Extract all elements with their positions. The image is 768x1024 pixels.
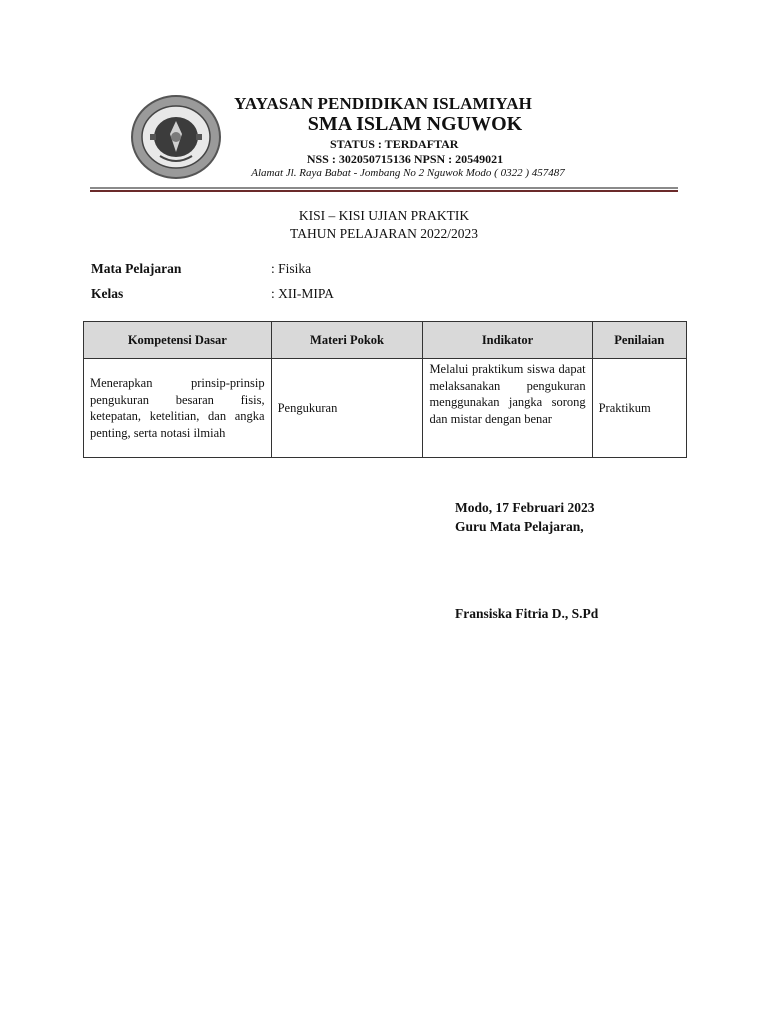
- class-label: Kelas: [91, 286, 124, 301]
- class-value: : XII-MIPA: [271, 286, 334, 301]
- header-divider-light: [90, 187, 678, 189]
- subject-value: : Fisika: [271, 261, 312, 276]
- cell-indikator: Melalui praktikum siswa dapat melaksanakan pengukuran menggunakan jangka sorong dan mistar dengan benar: [423, 359, 592, 458]
- school-logo: [130, 94, 222, 180]
- column-header-penilaian: Penilaian: [592, 322, 686, 359]
- header-divider-dark: [90, 190, 678, 192]
- signature-name: Fransiska Fitria D., S.Pd: [455, 606, 599, 621]
- table-row: [84, 359, 687, 458]
- school-status: STATUS : TERDAFTAR: [330, 137, 459, 151]
- table-header-row: [84, 322, 687, 359]
- school-address: Alamat Jl. Raya Babat - Jombang No 2 Nguwok Modo ( 0322 ) 457487: [251, 167, 565, 179]
- subject-label: Mata Pelajaran: [91, 261, 182, 276]
- cell-materi: Pengukuran: [271, 359, 423, 458]
- foundation-name: YAYASAN PENDIDIKAN ISLAMIYAH: [234, 94, 532, 113]
- school-ids: NSS : 302050715136 NPSN : 20549021: [306, 152, 504, 166]
- column-header-indikator: Indikator: [423, 322, 592, 359]
- cell-kompetensi: Menerapkan prinsip-prinsip pengukuran besaran fisis, ketepatan, ketelitian, dan angka penting, serta notasi ilmiah: [84, 359, 272, 458]
- signature-role: Guru Mata Pelajaran,: [455, 519, 584, 534]
- document-title: KISI – KISI UJIAN PRAKTIK: [298, 208, 470, 223]
- school-name: SMA ISLAM NGUWOK: [307, 113, 523, 135]
- cell-penilaian: Praktikum: [592, 359, 686, 458]
- signature-place-date: Modo, 17 Februari 2023: [455, 500, 595, 515]
- column-header-materi: Materi Pokok: [271, 322, 423, 359]
- kisi-table: [83, 321, 687, 458]
- column-header-kompetensi: Kompetensi Dasar: [84, 322, 272, 359]
- document-subtitle: TAHUN PELAJARAN 2022/2023: [290, 226, 478, 241]
